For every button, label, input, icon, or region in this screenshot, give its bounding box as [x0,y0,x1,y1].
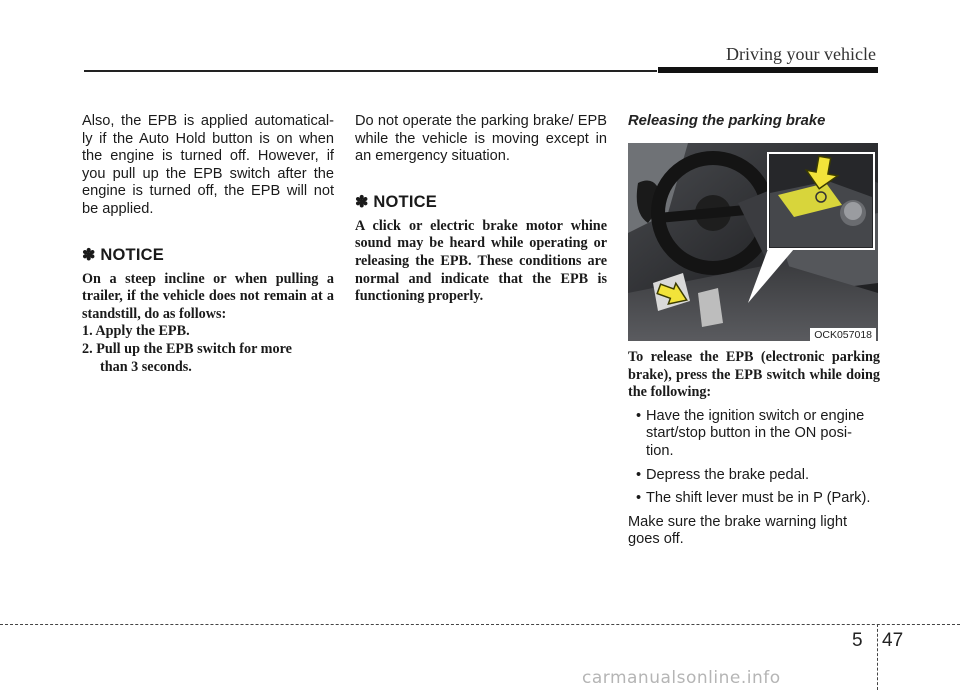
notice-step: 1. Apply the EPB. [82,323,190,340]
header-rule-thick [658,67,878,73]
footer-rule [0,624,960,625]
notice-star-icon: ✽ [82,246,96,264]
list-item [628,490,880,508]
notice-step [82,341,334,376]
notice-body: A click or electric brake motor whine sound may be heard while operating or releasing the EPB. These conditions are normal and indicate that the EPB is functioning properly. [355,217,607,305]
watermark-text: carmanualsonline.info [582,668,781,688]
column-1 [82,113,334,376]
notice-heading-label: NOTICE [100,245,164,264]
notice-heading [355,192,607,212]
list-item-text: Have the ignition switch or engine start/stop button in the ON posi- tion. [646,407,865,459]
section-title: Releasing the parking brake [628,113,826,129]
list-item-text: The shift lever must be in P (Park). [646,490,871,507]
list-item [628,467,880,485]
list-item-text: Depress the brake pedal. [646,466,810,483]
closing-paragraph: Make sure the brake warning light goes off. [628,513,848,548]
list-item [628,408,880,461]
notice-star-icon: ✽ [355,193,369,211]
page-number: 47 [882,630,904,651]
release-instruction: To release the EPB (electronic parking brake), press the EPB switch while doing the following: [628,349,880,401]
notice-step-text: 2. Pull up the EPB switch for more [82,340,292,357]
warning-paragraph: Do not operate the parking brake/ EPB while the vehicle is moving except in an emergency situation. [355,113,607,165]
bullet-icon: • [636,407,642,424]
header-rule [84,70,657,72]
notice-steps [82,323,334,376]
figure-code: OCK057018 [810,328,876,341]
footer-divider [877,624,878,690]
notice-step-continuation: than 3 seconds. [100,358,192,375]
release-conditions [628,408,880,508]
bullet-icon: • [636,466,642,483]
notice-heading-label: NOTICE [373,192,437,211]
epb-figure [628,143,878,341]
notice-lead: On a steep incline or when pulling a trailer, if the vehicle does not remain at a standstill, do as follows: [82,270,334,322]
chapter-number: 5 [852,630,863,651]
column-2 [355,113,607,306]
notice-heading [82,245,334,265]
epb-figure-illustration [628,143,878,341]
running-header: Driving your vehicle [726,44,876,64]
intro-paragraph: Also, the EPB is applied automatical- ly if the Auto Hold button is on when the engine is turned off. However, if you pull up the EPB switch after the engine is turned off, the EPB will not be applied. [82,113,334,217]
column-3 [628,113,880,549]
bullet-icon: • [636,490,642,507]
